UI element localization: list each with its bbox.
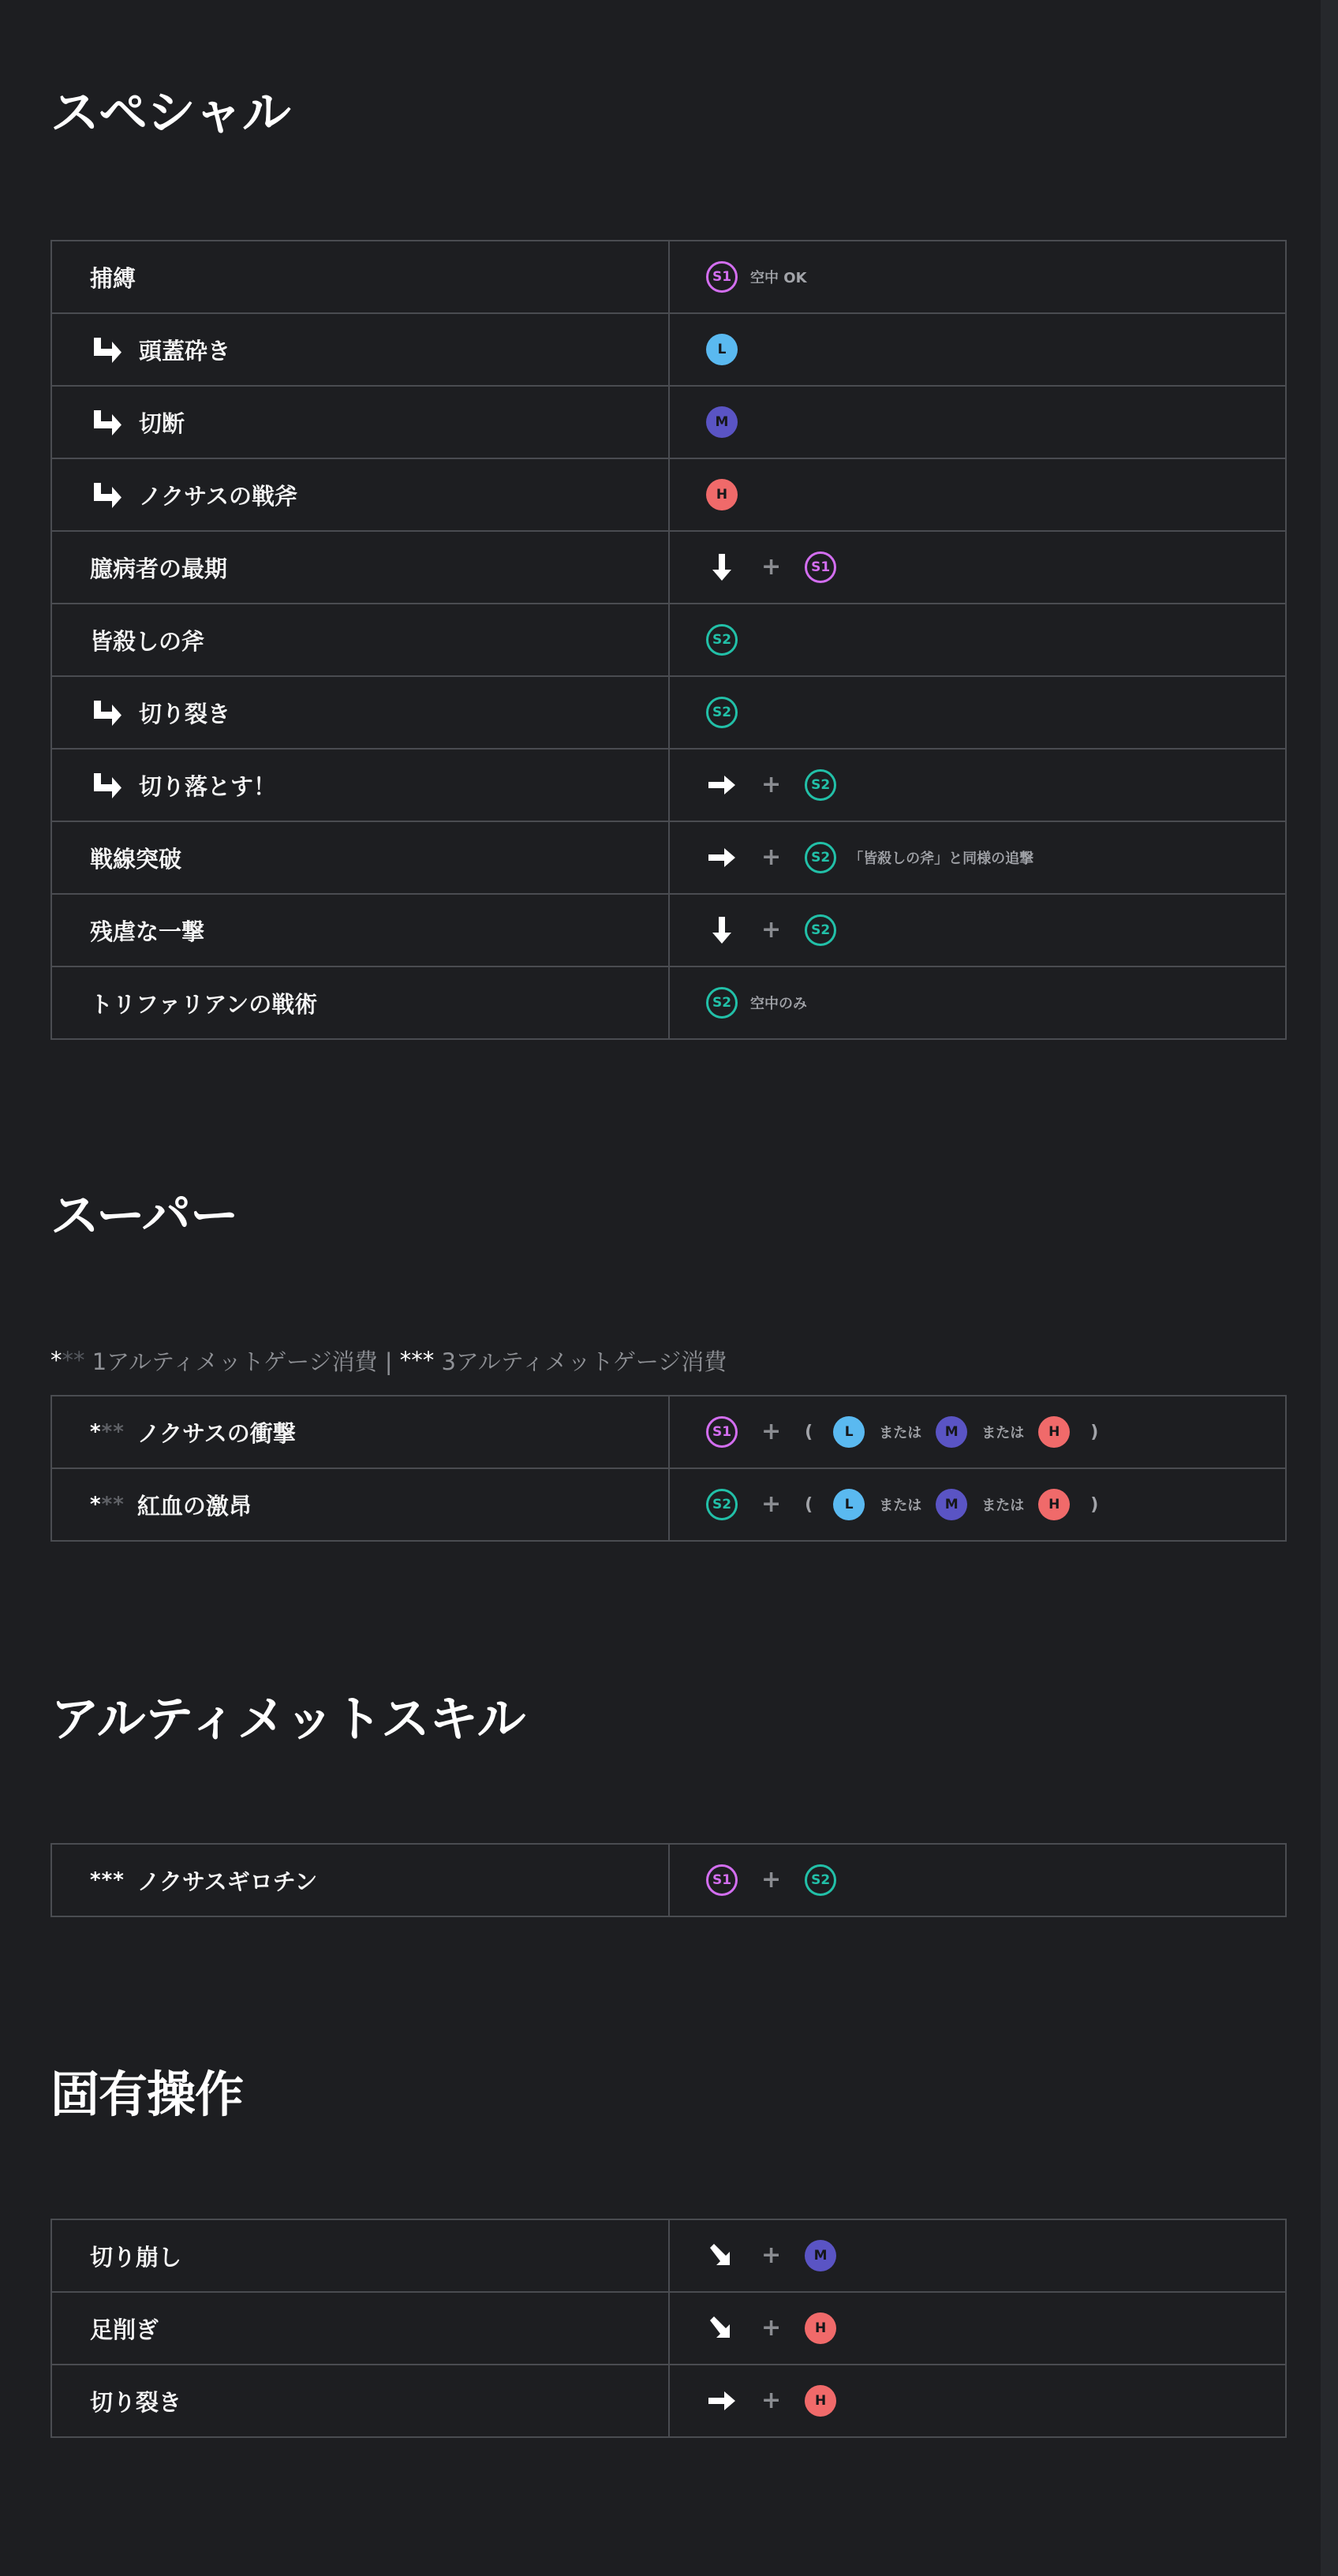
stars-white: *** bbox=[90, 1868, 125, 1892]
gauge-stars bbox=[90, 1493, 125, 1516]
input-sequence bbox=[706, 261, 1285, 293]
table-row bbox=[51, 894, 1286, 966]
table-row bbox=[51, 604, 1286, 676]
input-sequence bbox=[706, 406, 1285, 438]
table-row bbox=[51, 966, 1286, 1039]
stars-gray: ** bbox=[101, 1420, 125, 1444]
input-sequence bbox=[706, 2312, 1285, 2344]
move-name: 足削ぎ bbox=[90, 2316, 159, 2343]
arrow-down-right-icon bbox=[706, 2240, 738, 2271]
plus-sign: + bbox=[761, 916, 782, 944]
legend-star-3: *** bbox=[399, 1347, 435, 1374]
s2-button-icon: S2 bbox=[706, 987, 738, 1019]
or-text: または bbox=[981, 1497, 1025, 1514]
medium-button-icon: M bbox=[706, 406, 738, 438]
table-row bbox=[51, 386, 1286, 458]
s2-button-icon: S2 bbox=[805, 1864, 836, 1896]
plus-sign: + bbox=[761, 2314, 782, 2342]
paren-open: ( bbox=[805, 1422, 813, 1442]
table-row bbox=[51, 2365, 1286, 2437]
input-sequence bbox=[706, 842, 1285, 873]
legend-text-1: 1アルティメットゲージ消費 | bbox=[84, 1348, 400, 1375]
move-name: 頭蓋砕き bbox=[139, 337, 231, 365]
table-row bbox=[51, 313, 1286, 386]
light-button-icon: L bbox=[833, 1416, 865, 1448]
input-sequence bbox=[706, 1864, 1285, 1896]
hook-arrow-icon bbox=[92, 699, 123, 726]
move-name: 戦線突破 bbox=[90, 845, 182, 873]
section-title-unique: 固有操作 bbox=[50, 2066, 244, 2123]
input-sequence bbox=[706, 2385, 1285, 2417]
input-sequence bbox=[706, 551, 1285, 583]
s1-button-icon: S1 bbox=[706, 1416, 738, 1448]
s1-button-icon: S1 bbox=[706, 1864, 738, 1896]
section-title-super: スーパー bbox=[50, 1187, 238, 1244]
move-name: 臆病者の最期 bbox=[90, 555, 228, 582]
input-sequence bbox=[706, 1489, 1285, 1520]
move-name: 切り裂き bbox=[139, 700, 231, 727]
plus-sign: + bbox=[761, 2387, 782, 2414]
arrow-down-icon bbox=[706, 914, 738, 946]
hook-arrow-icon bbox=[92, 772, 123, 798]
table-row bbox=[51, 458, 1286, 531]
stars-white: * bbox=[90, 1420, 102, 1444]
input-sequence bbox=[706, 2240, 1285, 2271]
table-row bbox=[51, 2219, 1286, 2292]
plus-sign: + bbox=[761, 1490, 782, 1518]
special-moves-table bbox=[50, 240, 1287, 1040]
hook-arrow-icon bbox=[92, 481, 123, 508]
stars-gray: ** bbox=[101, 1493, 125, 1516]
move-name: 切り崩し bbox=[90, 2243, 182, 2271]
input-sequence bbox=[706, 697, 1285, 728]
gauge-legend bbox=[50, 1344, 727, 1376]
plus-sign: + bbox=[761, 2241, 782, 2269]
arrow-right-icon bbox=[706, 2385, 738, 2417]
plus-sign: + bbox=[761, 843, 782, 871]
heavy-button-icon: H bbox=[805, 2312, 836, 2344]
legend-star-white: * bbox=[50, 1347, 62, 1374]
or-text: または bbox=[879, 1425, 922, 1441]
s2-button-icon: S2 bbox=[805, 842, 836, 873]
input-sequence bbox=[706, 1416, 1285, 1448]
table-row bbox=[51, 531, 1286, 604]
legend-star-gray: ** bbox=[62, 1347, 85, 1374]
table-row bbox=[51, 1468, 1286, 1541]
section-title-special: スペシャル bbox=[50, 84, 290, 141]
medium-button-icon: M bbox=[936, 1489, 967, 1520]
move-name: 皆殺しの斧 bbox=[90, 627, 205, 655]
paren-close: ) bbox=[1090, 1422, 1099, 1442]
input-sequence bbox=[706, 987, 1285, 1019]
heavy-button-icon: H bbox=[1038, 1489, 1070, 1520]
move-name: ノクサスギロチン bbox=[136, 1868, 318, 1895]
light-button-icon: L bbox=[706, 334, 738, 365]
gauge-stars bbox=[90, 1868, 125, 1892]
table-row bbox=[51, 676, 1286, 749]
s1-button-icon: S1 bbox=[706, 261, 738, 293]
move-note: 空中 OK bbox=[750, 270, 807, 286]
ultimate-moves-table bbox=[50, 1843, 1287, 1917]
light-button-icon: L bbox=[833, 1489, 865, 1520]
super-moves-table bbox=[50, 1395, 1287, 1542]
paren-close: ) bbox=[1090, 1494, 1099, 1515]
move-name: 残虐な一撃 bbox=[90, 918, 205, 945]
table-row bbox=[51, 749, 1286, 821]
table-row bbox=[51, 241, 1286, 313]
paren-open: ( bbox=[805, 1494, 813, 1515]
move-name: ノクサスの衝撃 bbox=[136, 1419, 296, 1447]
input-sequence bbox=[706, 624, 1285, 656]
s2-button-icon: S2 bbox=[706, 624, 738, 656]
input-sequence bbox=[706, 334, 1285, 365]
move-name: 切り落とす！ bbox=[139, 772, 277, 800]
s2-button-icon: S2 bbox=[706, 1489, 738, 1520]
s2-button-icon: S2 bbox=[805, 914, 836, 946]
section-title-ultimate: アルティメットスキル bbox=[50, 1690, 525, 1748]
input-sequence bbox=[706, 914, 1285, 946]
heavy-button-icon: H bbox=[805, 2385, 836, 2417]
arrow-down-right-icon bbox=[706, 2312, 738, 2344]
hook-arrow-icon bbox=[92, 409, 123, 436]
unique-moves-table bbox=[50, 2219, 1287, 2438]
move-name: 切り裂き bbox=[90, 2388, 182, 2416]
table-row bbox=[51, 1844, 1286, 1916]
table-row bbox=[51, 2292, 1286, 2365]
heavy-button-icon: H bbox=[706, 479, 738, 510]
plus-sign: + bbox=[761, 553, 782, 581]
plus-sign: + bbox=[761, 1866, 782, 1894]
arrow-right-icon bbox=[706, 769, 738, 801]
s2-button-icon: S2 bbox=[805, 769, 836, 801]
or-text: または bbox=[879, 1497, 922, 1514]
table-row bbox=[51, 821, 1286, 894]
medium-button-icon: M bbox=[936, 1416, 967, 1448]
medium-button-icon: M bbox=[805, 2240, 836, 2271]
move-name: ノクサスの戦斧 bbox=[139, 482, 297, 510]
plus-sign: + bbox=[761, 1418, 782, 1445]
move-name: 捕縛 bbox=[90, 264, 136, 292]
input-sequence bbox=[706, 479, 1285, 510]
legend-text-3: 3アルティメットゲージ消費 bbox=[434, 1348, 727, 1375]
move-name: 紅血の激昂 bbox=[136, 1492, 252, 1520]
s2-button-icon: S2 bbox=[706, 697, 738, 728]
move-name: トリファリアンの戦術 bbox=[90, 990, 318, 1018]
scrollbar-track[interactable] bbox=[1321, 0, 1338, 2576]
move-note: 「皆殺しの斧」と同様の追撃 bbox=[849, 851, 1034, 867]
plus-sign: + bbox=[761, 771, 782, 798]
heavy-button-icon: H bbox=[1038, 1416, 1070, 1448]
arrow-down-icon bbox=[706, 551, 738, 583]
table-row bbox=[51, 1396, 1286, 1468]
gauge-stars bbox=[90, 1420, 125, 1444]
s1-button-icon: S1 bbox=[805, 551, 836, 583]
input-sequence bbox=[706, 769, 1285, 801]
or-text: または bbox=[981, 1425, 1025, 1441]
arrow-right-icon bbox=[706, 842, 738, 873]
move-name: 切断 bbox=[139, 409, 185, 437]
move-note: 空中のみ bbox=[750, 996, 807, 1012]
stars-white: * bbox=[90, 1493, 102, 1516]
hook-arrow-icon bbox=[92, 336, 123, 363]
